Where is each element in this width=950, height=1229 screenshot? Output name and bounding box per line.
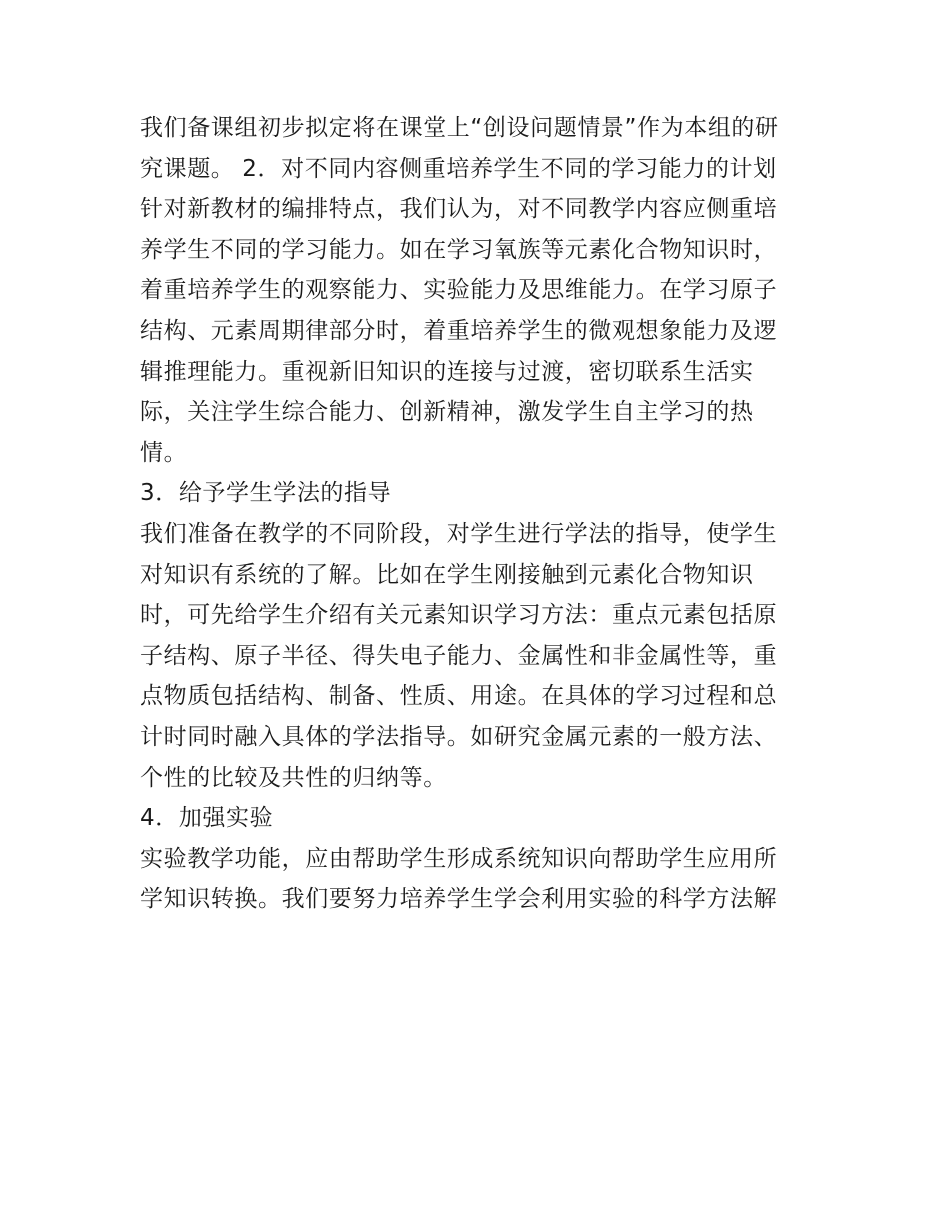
text-line: 计时同时融入具体的学法指导。如研究金属元素的一般方法、 bbox=[140, 723, 778, 750]
text-line: 究课题。 2．对不同内容侧重培养学生不同的学习能力的计划 bbox=[140, 155, 777, 182]
text-line: 子结构、原子半径、得失电子能力、金属性和非金属性等，重 bbox=[140, 642, 778, 669]
text-line: 学知识转换。我们要努力培养学生学会利用实验的科学方法解 bbox=[140, 886, 778, 913]
text-line: 结构、元素周期律部分时，着重培养学生的微观想象能力及逻 bbox=[140, 317, 778, 344]
text-line: 实验教学功能，应由帮助学生形成系统知识向帮助学生应用所 bbox=[140, 845, 778, 872]
text-line: 际，关注学生综合能力、创新精神，激发学生自主学习的热 bbox=[140, 399, 754, 426]
text-line: 我们准备在教学的不同阶段，对学生进行学法的指导，使学生 bbox=[140, 520, 778, 547]
text-line: 情。 bbox=[140, 439, 188, 466]
section-heading: 4．加强实验 bbox=[140, 805, 274, 832]
text-line: 辑推理能力。重视新旧知识的连接与过渡，密切联系生活实 bbox=[140, 358, 754, 385]
text-line: 时，可先给学生介绍有关元素知识学习方法：重点元素包括原 bbox=[140, 602, 778, 629]
text-line: 我们备课组初步拟定将在课堂上“创设问题情景”作为本组的研 bbox=[140, 115, 779, 141]
body-text bbox=[140, 108, 820, 920]
text-line: 个性的比较及共性的归纳等。 bbox=[140, 764, 447, 791]
section-heading: 3．给予学生学法的指导 bbox=[140, 480, 392, 507]
text-line: 点物质包括结构、制备、性质、用途。在具体的学习过程和总 bbox=[140, 683, 778, 710]
text-line: 养学生不同的学习能力。如在学习氧族等元素化合物知识时， bbox=[140, 236, 778, 263]
text-line: 对知识有系统的了解。比如在学生刚接触到元素化合物知识 bbox=[140, 561, 754, 588]
text-line: 针对新教材的编排特点，我们认为，对不同教学内容应侧重培 bbox=[140, 196, 778, 223]
text-line: 着重培养学生的观察能力、实验能力及思维能力。在学习原子 bbox=[140, 277, 778, 304]
